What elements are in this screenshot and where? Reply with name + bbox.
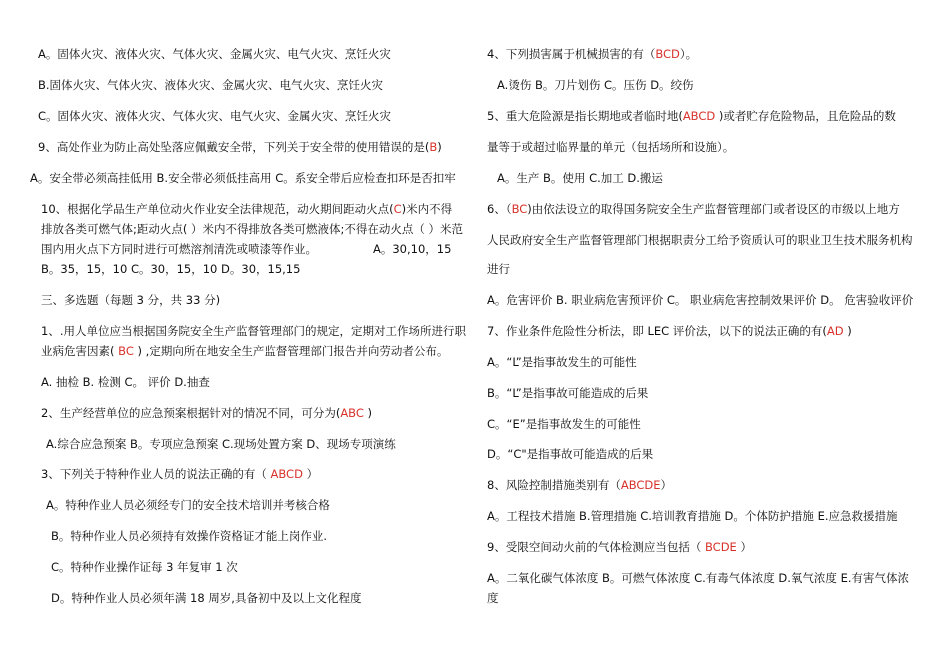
q10-question-line1: 10、根据化学品生产单位动火作业安全法律规范，动火期间距动火点(C)米内不得 [41, 202, 453, 216]
m6-question-line2: 人民政府安全生产监督管理部门根据职责分工给予资质认可的职业卫生技术服务机构 [487, 233, 913, 247]
m7-option-d: D。“C"是指事故可能造成的后果 [487, 447, 654, 461]
m1-question-line1: 1、.用人单位应当根据国务院安全生产监督管理部门的规定，定期对工作场所进行职 [41, 324, 466, 338]
m3-option-a: A。特种作业人员必须经专门的安全技术培训并考核合格 [46, 498, 330, 512]
m4-question: 4、下列损害属于机械损害的有（BCD）。 [487, 47, 698, 61]
m3-option-d: D。特种作业人员必须年满 18 周岁,具备初中及以上文化程度 [51, 591, 362, 605]
m9-options-line1: A。二氧化碳气体浓度 B。可燃气体浓度 C.有毒气体浓度 D.氧气浓度 E.有害气体浓 [487, 571, 909, 585]
q10-question-line2: 排放各类可燃气体;距动火点( ）米内不得排放各类可燃液体;不得在动火点（ ）米范 [41, 222, 464, 236]
q9-question: 9、高处作业为防止高处坠落应佩戴安全带，下列关于安全带的使用错误的是(B) [38, 140, 442, 154]
q10-option-a: A。30,10，15 [373, 242, 452, 256]
section-title: 三、多选题（每题 3 分，共 33 分) [41, 293, 221, 307]
m5-options: A。生产 B。使用 C.加工 D.搬运 [497, 171, 663, 185]
m8-answer: ABCDE [620, 478, 661, 492]
q8-option-b: B.固体火灾、气体火灾、液体火灾、金属火灾、电气火灾、烹饪火灾 [38, 78, 384, 92]
m5-answer: ABCD [682, 109, 716, 123]
m2-answer: ABC [340, 406, 364, 420]
m5-question-line1: 5、重大危险源是指长期地或者临时地(ABCD )或者贮存危险物品，且危险品的数 [487, 109, 896, 123]
m6-question-line3: 进行 [487, 262, 510, 276]
m7-answer: AD [826, 324, 844, 338]
m1-answer: BC [114, 344, 138, 358]
m7-option-c: C。“E”是指事故发生的可能性 [487, 417, 641, 431]
q9-options: A。安全带必须高挂低用 B.安全带必须低挂高用 C。系安全带后应检查扣环是否扣牢 [30, 171, 456, 185]
m1-question-line2: 业病危害因素( BC ) ,定期向所在地安全生产监督管理部门报告并向劳动者公布。 [41, 344, 449, 358]
q10-answer: C [393, 202, 402, 216]
q8-option-a: A。固体火灾、液体火灾、气体火灾、金属火灾、电气火灾、烹饪火灾 [38, 47, 391, 61]
m3-option-b: B。特种作业人员必须持有效操作资格证才能上岗作业. [51, 529, 328, 543]
m9-answer: BCDE [704, 540, 737, 554]
m6-options: A。危害评价 B. 职业病危害预评价 C。 职业病危害控制效果评价 D。 危害验收评价 [487, 293, 914, 307]
m1-options: A. 抽检 B. 检测 C。 评价 D.抽查 [41, 375, 210, 389]
m4-options: A.烫伤 B。刀片划伤 C。压伤 D。绞伤 [497, 78, 694, 92]
m7-option-a: A。“L”是指事故发生的可能性 [487, 355, 637, 369]
m7-question: 7、作业条件危险性分析法，即 LEC 评价法，以下的说法正确的有(AD ) [487, 324, 852, 338]
m3-option-c: C。特种作业操作证每 3 年复审 1 次 [51, 560, 238, 574]
m7-option-b: B。“L”是指事故可能造成的后果 [487, 386, 649, 400]
m3-question: 3、下列关于特种作业人员的说法正确的有（ ABCD ） [41, 467, 319, 481]
q10-options-bcd: B。35，15，10 C。30，15，10 D。30，15,15 [41, 262, 301, 276]
m9-question: 9、受限空间动火前的气体检测应当包括（ BCDE ） [487, 540, 752, 554]
m4-answer: BCD [655, 47, 680, 61]
m2-question: 2、生产经营单位的应急预案根据针对的情况不同，可分为(ABC ) [41, 406, 373, 420]
m2-options: A.综合应急预案 B。专项应急预案 C.现场处置方案 D、现场专项演练 [46, 437, 396, 451]
m8-question: 8、风险控制措施类别有（ABCDE） [487, 478, 673, 492]
m3-answer: ABCD [270, 467, 303, 481]
q8-option-c: C。固体火灾、液体火灾、气体火灾、电气火灾、金属火灾、烹饪火灾 [38, 109, 392, 123]
m8-options: A。工程技术措施 B.管理措施 C.培训教育措施 D。个体防护措施 E.应急救援措施 [487, 509, 898, 523]
m9-options-line2: 度 [487, 591, 499, 605]
q10-question-line3: 围内用火点下方同时进行可燃溶剂清洗或喷漆等作业。 [41, 242, 317, 256]
m6-answer: BC [511, 202, 528, 216]
q9-answer: B [429, 140, 438, 154]
m5-question-line2: 量等于或超过临界量的单元（包括场所和设施）。 [487, 140, 735, 154]
m6-question-line1: 6、（BC)由依法设立的取得国务院安全生产监督管理部门或者设区的市级以上地方 [487, 202, 900, 216]
